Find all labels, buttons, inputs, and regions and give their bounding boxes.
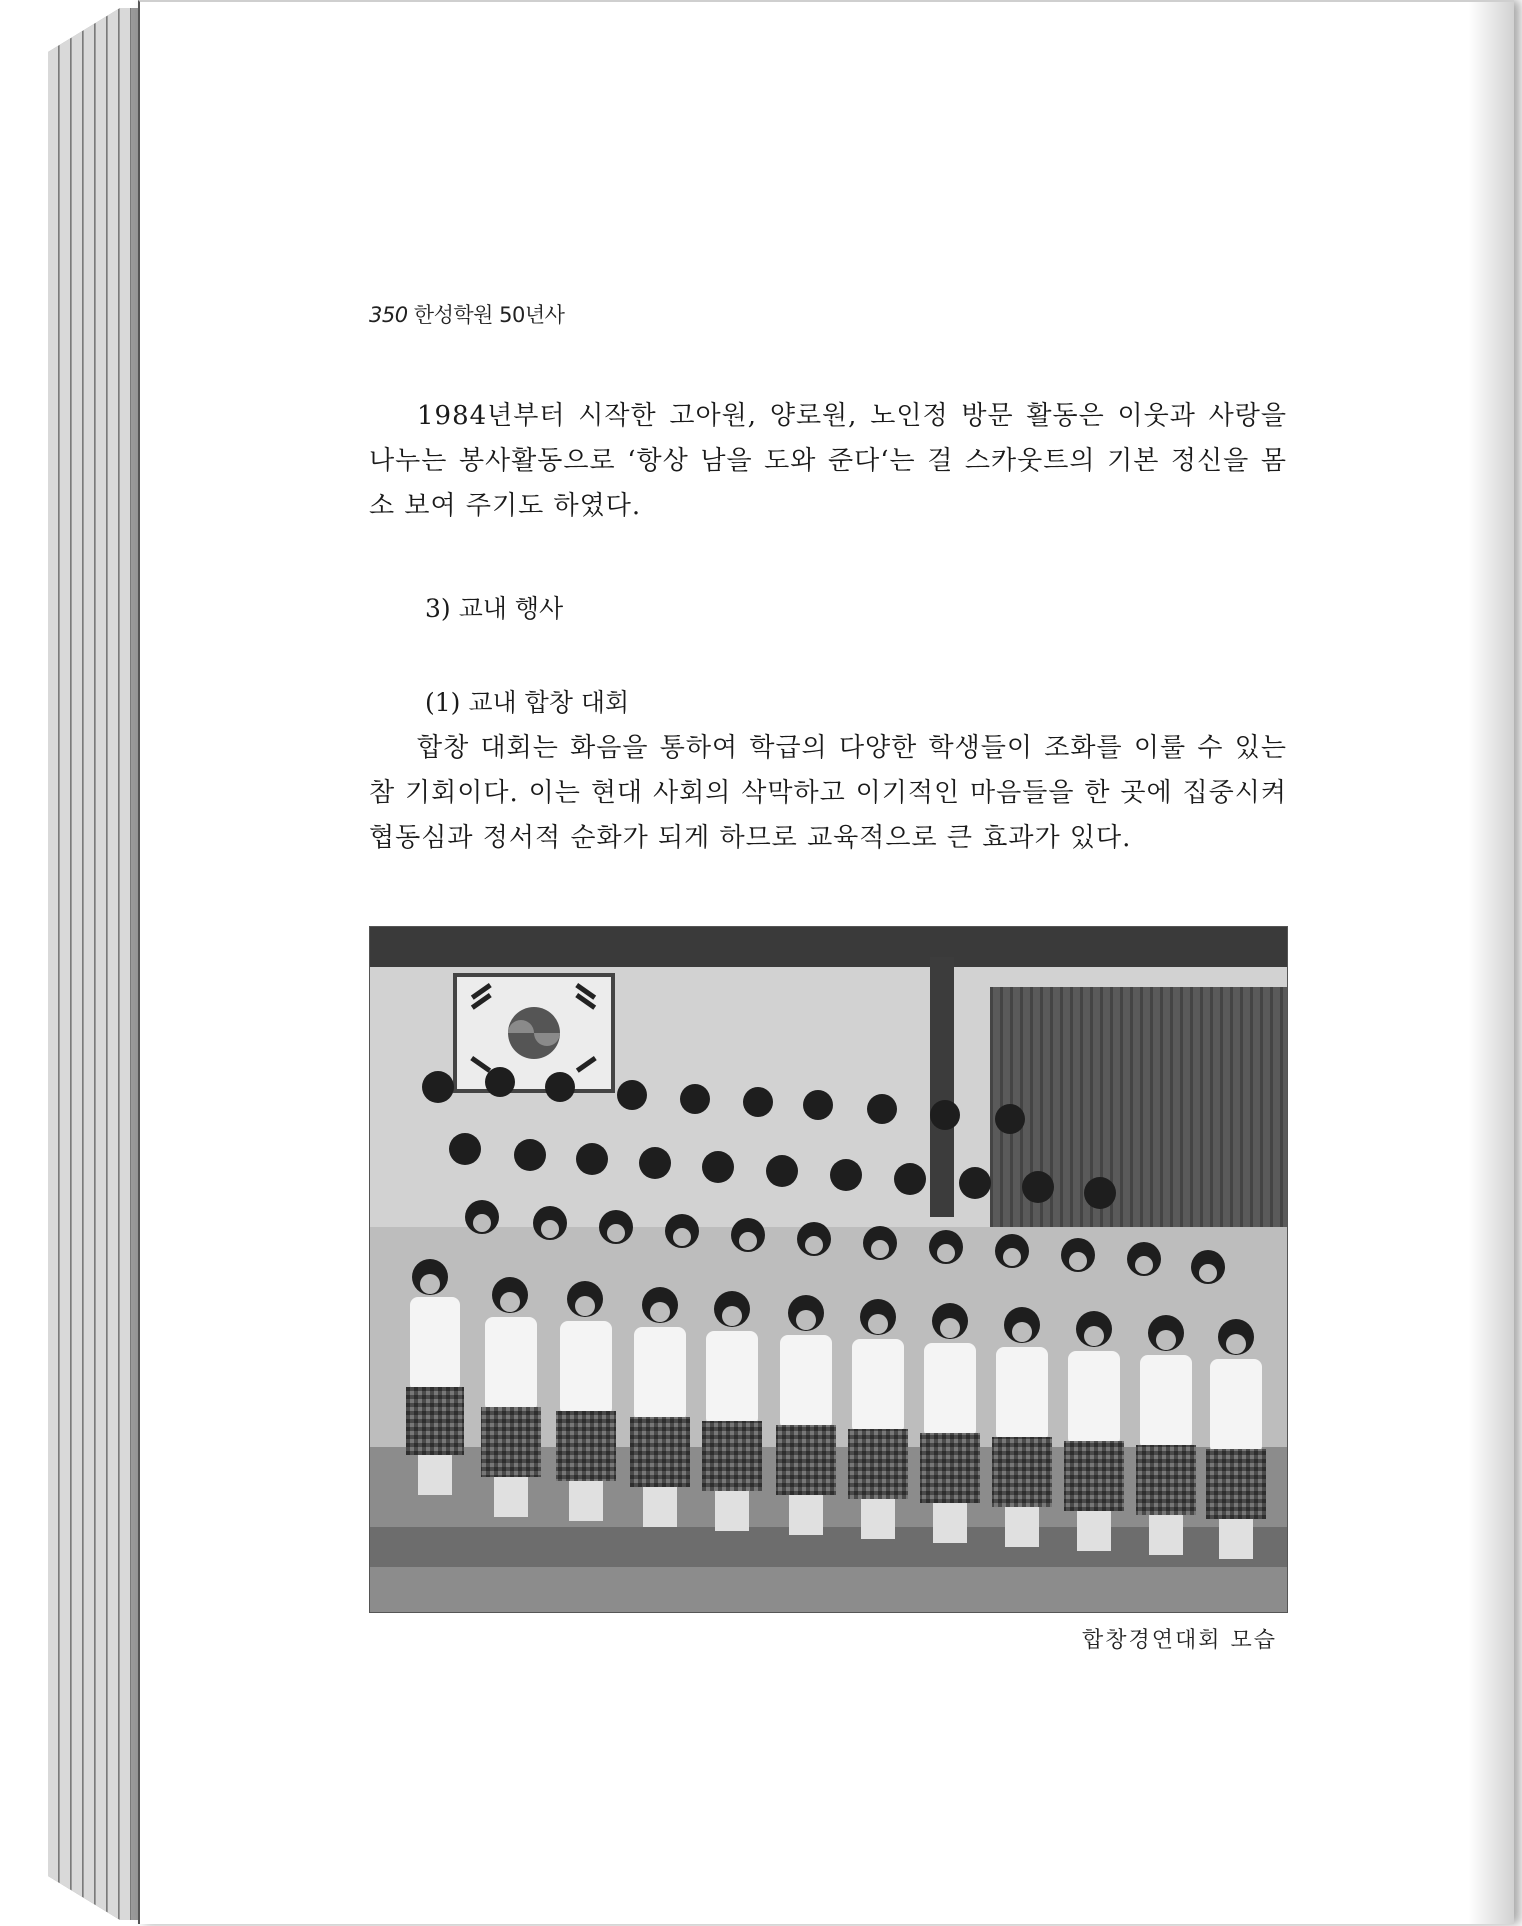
book-title: 한성학원 50년사 (413, 303, 565, 327)
choir-photo (369, 926, 1288, 1613)
page-number: 350 (369, 303, 408, 327)
paragraph-choir-contest: 합창 대회는 화음을 통하여 학급의 다양한 학생들이 조화를 이룰 수 있는 참 기회이다. 이는 현대 사회의 삭막하고 이기적인 마음들을 한 곳에 집중시켜 협동심과 정서적 순화가 되게 하므로 교육적으로 큰 효과가 있다. (369, 733, 1287, 853)
running-head (369, 299, 564, 329)
flag-icon (455, 975, 613, 1091)
paragraph-volunteer-activity: 1984년부터 시작한 고아원, 양로원, 노인정 방문 활동은 이웃과 사랑을 나누는 봉사활동으로 ‘항상 남을 도와 준다‘는 걸 스카웃트의 기본 정신을 몸소 보여 주기도 하였다. (369, 401, 1287, 521)
photo-caption: 합창경연대회 모습 (1081, 1628, 1277, 1653)
subsection-heading: (1) 교내 합창 대회 (425, 688, 630, 717)
section-heading: 3) 교내 행사 (425, 594, 564, 623)
